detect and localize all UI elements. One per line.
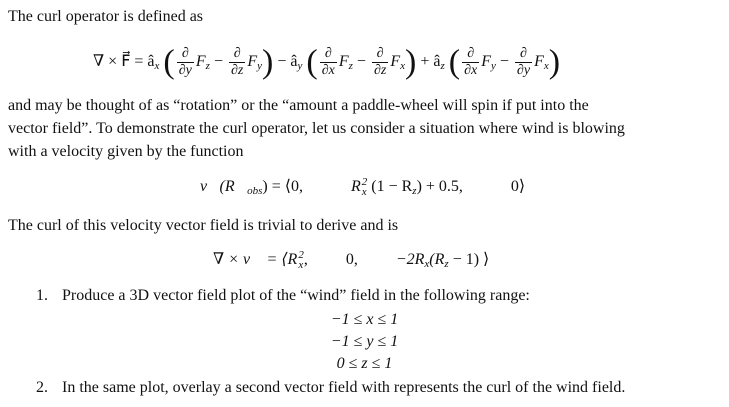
- curl-lhs: ∇ × F⃗ = â: [93, 53, 155, 70]
- frac-d-dz: $\frac{\partial}{\partial z}$: [230, 45, 244, 78]
- list-number: 1.: [36, 287, 48, 304]
- list-item-text: Produce a 3D vector field plot of the “wind” field in the following range:: [62, 287, 530, 304]
- curl-derive-text: The curl of this velocity vector field is trivial to derive and is: [8, 217, 399, 234]
- curl-definition-equation: ∇ × F⃗ = $â_x$ ( $\frac{\partial}{\partial y}$ $F_z$ − $\frac{\partial}{\partial z}$ $F_y$) − $â_y$ ( $\frac{\partial}{\partial x}$ $F_z$ − $\frac{\partial}{\partial z}$ $F_x$) + $â_z$ ( $\frac{\partial}{\partial x}$ $F_y$ − $\frac{\partial}{\partial y}$ $F_x$): [93, 43, 561, 81]
- frac-d-dz-2: $\frac{\partial}{\partial z}$: [373, 45, 387, 78]
- ax-sub: x: [154, 60, 160, 72]
- rotation-text-3: with a velocity given by the function: [8, 143, 244, 160]
- list-item-text: In the same plot, overlay a second vector field with represents the curl of the wind field.: [62, 379, 626, 396]
- range-y: −1 ≤ y ≤ 1: [330, 333, 399, 350]
- curl-velocity-equation: ∇ × v⃗ = ⟨R 2 x , 0, $-2R_x(R_z - 1)$ ⟩: [213, 249, 490, 272]
- frac-d-dx-2: $\frac{\partial}{\partial x}$: [464, 45, 478, 78]
- frac-d-dx: $\frac{\partial}{\partial x}$: [321, 45, 335, 78]
- list-number: 2.: [36, 379, 48, 396]
- intro-text: The curl operator is defined as: [8, 8, 204, 25]
- range-x: −1 ≤ x ≤ 1: [330, 311, 399, 328]
- rotation-text-1: and may be thought of as “rotation” or the “amount a paddle-wheel will spin if put into the: [8, 97, 589, 114]
- range-z: 0 ≤ z ≤ 1: [336, 355, 393, 372]
- rotation-text-2: vector field”. To demonstrate the curl operator, let us consider a situation where wind is blowing: [8, 120, 625, 137]
- velocity-equation: $v⃗(R⃗_{obs})$ = ⟨0, R 2 x $(1 - R_z) + 0.5$, 0⟩: [200, 176, 526, 199]
- frac-d-dy: $\frac{\partial}{\partial y}$: [178, 45, 192, 78]
- frac-d-dy-2: $\frac{\partial}{\partial y}$: [516, 45, 531, 78]
